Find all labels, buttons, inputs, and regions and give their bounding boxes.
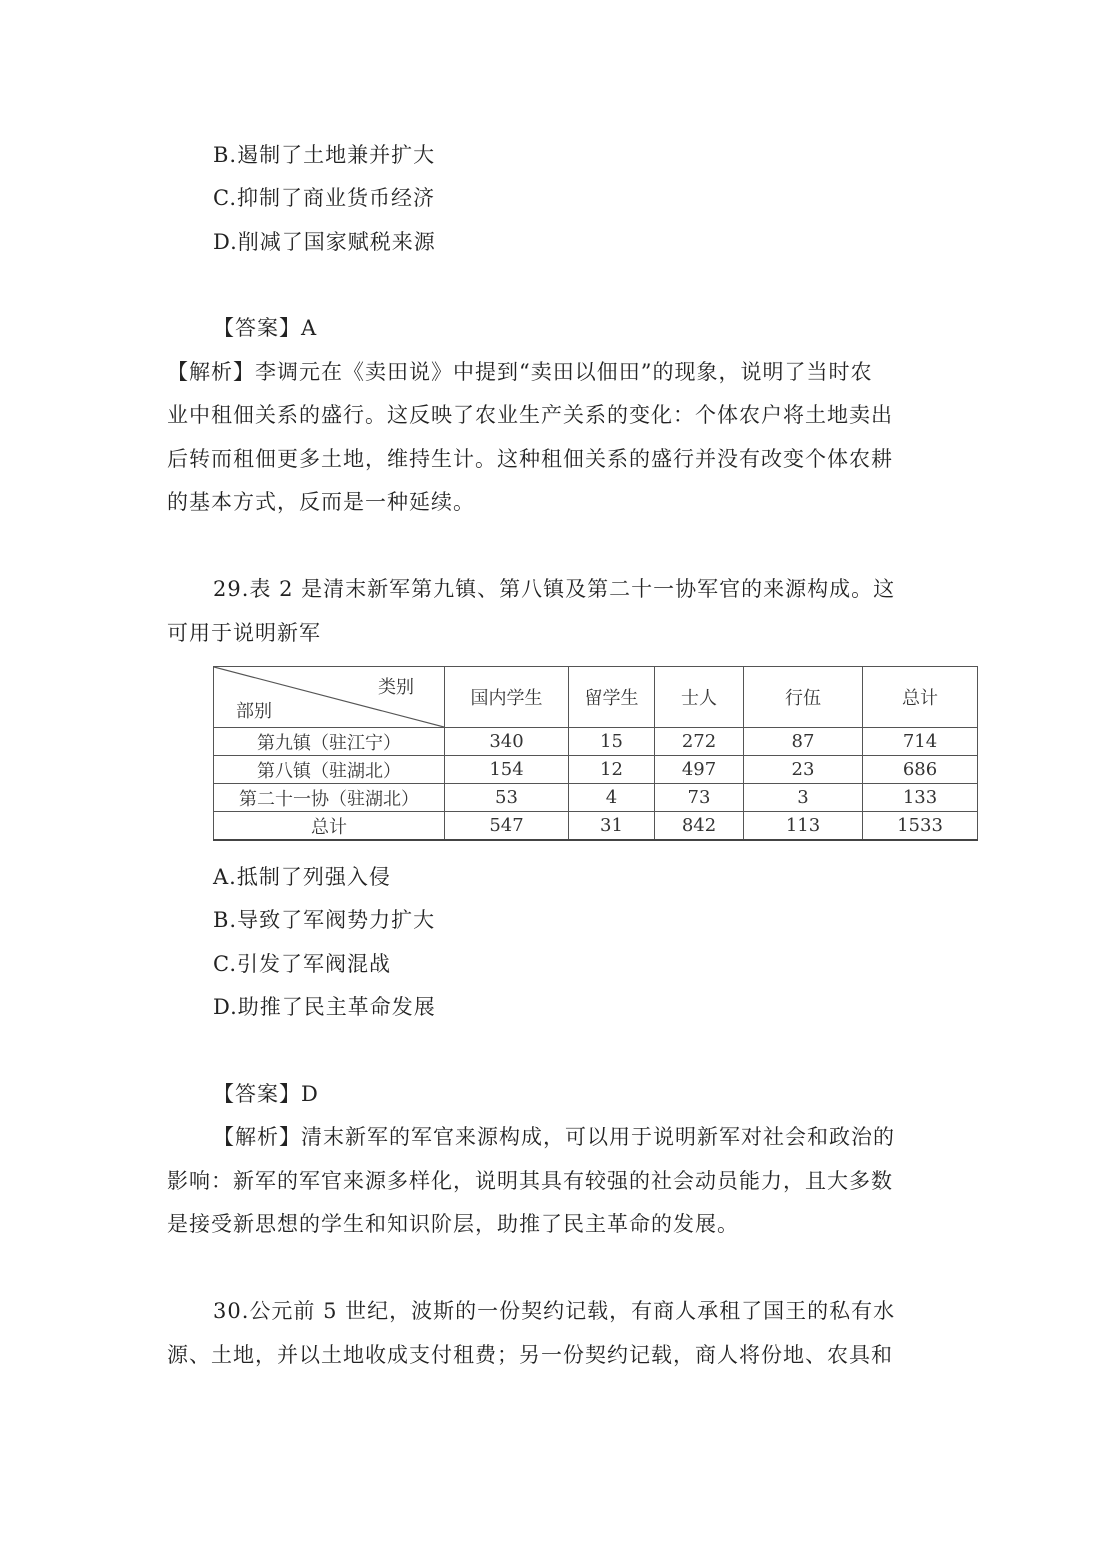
- q29-stem-line: 可用于说明新军: [167, 621, 321, 645]
- table-cell: 73: [655, 784, 744, 812]
- corner-label-category: 类别: [378, 677, 414, 698]
- table-cell: 15: [569, 728, 655, 756]
- q29-option-d: D.助推了民主革命发展: [213, 995, 436, 1019]
- q29-analysis-line: 【解析】清末新军的军官来源构成，可以用于说明新军对社会和政治的: [213, 1125, 895, 1149]
- table-cell: 154: [445, 756, 569, 784]
- q30-stem-line: 源、土地，并以土地收成支付租费；另一份契约记载，商人将份地、农具和: [167, 1343, 893, 1367]
- table-cell: 272: [655, 728, 744, 756]
- table-row: [214, 728, 978, 756]
- table-cell: 31: [569, 812, 655, 841]
- table-cell: 12: [569, 756, 655, 784]
- table-header-cell: 士人: [655, 667, 744, 728]
- q29-option-c: C.引发了军阀混战: [213, 952, 391, 976]
- table-header-cell: 行伍: [744, 667, 863, 728]
- q28-answer: 【答案】A: [213, 316, 318, 340]
- table-cell: 3: [744, 784, 863, 812]
- table-cell: 497: [655, 756, 744, 784]
- table-cell: 87: [744, 728, 863, 756]
- q28-option-c: C.抑制了商业货币经济: [213, 186, 435, 210]
- table-total-row: [214, 812, 978, 841]
- table-cell: 340: [445, 728, 569, 756]
- row-label: 总计: [214, 812, 445, 841]
- q29-option-a: A.抵制了列强入侵: [213, 865, 391, 889]
- row-label: 第二十一协（驻湖北）: [214, 784, 445, 812]
- q29-data-table: [213, 666, 978, 841]
- q28-analysis-line: 【解析】李调元在《卖田说》中提到“卖田以佃田”的现象，说明了当时农: [167, 360, 873, 384]
- row-label: 第九镇（驻江宁）: [214, 728, 445, 756]
- table-cell: 133: [863, 784, 978, 812]
- table-cell: 53: [445, 784, 569, 812]
- q30-stem-line: 30.公元前 5 世纪，波斯的一份契约记载，有商人承租了国王的私有水: [213, 1299, 896, 1323]
- table-cell: 714: [863, 728, 978, 756]
- table-cell: 686: [863, 756, 978, 784]
- q29-answer: 【答案】D: [213, 1082, 319, 1106]
- q29-analysis-line: 影响：新军的军官来源多样化，说明其具有较强的社会动员能力，且大多数: [167, 1169, 893, 1193]
- row-label: 第八镇（驻湖北）: [214, 756, 445, 784]
- table-row: [214, 756, 978, 784]
- q28-analysis-line: 后转而租佃更多土地，维持生计。这种租佃关系的盛行并没有改变个体农耕: [167, 447, 893, 471]
- table-cell: 547: [445, 812, 569, 841]
- table-cell: 113: [744, 812, 863, 841]
- table-row: [214, 784, 978, 812]
- q28-analysis-line: 的基本方式，反而是一种延续。: [167, 490, 475, 514]
- table-corner-cell: [214, 667, 445, 728]
- q28-option-b: B.遏制了土地兼并扩大: [213, 143, 436, 167]
- table-cell: 1533: [863, 812, 978, 841]
- q28-analysis-line: 业中租佃关系的盛行。这反映了农业生产关系的变化：个体农户将土地卖出: [167, 403, 893, 427]
- table-cell: 4: [569, 784, 655, 812]
- table-cell: 23: [744, 756, 863, 784]
- q29-option-b: B.导致了军阀势力扩大: [213, 908, 436, 932]
- table-header-cell: 留学生: [569, 667, 655, 728]
- table-header-cell: 国内学生: [445, 667, 569, 728]
- q29-analysis-line: 是接受新思想的学生和知识阶层，助推了民主革命的发展。: [167, 1212, 739, 1236]
- corner-label-unit: 部别: [236, 701, 272, 722]
- table-cell: 842: [655, 812, 744, 841]
- q29-stem-line: 29.表 2 是清末新军第九镇、第八镇及第二十一协军官的来源构成。这: [213, 577, 896, 601]
- table-header-cell: 总计: [863, 667, 978, 728]
- table-header-row: [214, 667, 978, 728]
- q28-option-d: D.削减了国家赋税来源: [213, 230, 436, 254]
